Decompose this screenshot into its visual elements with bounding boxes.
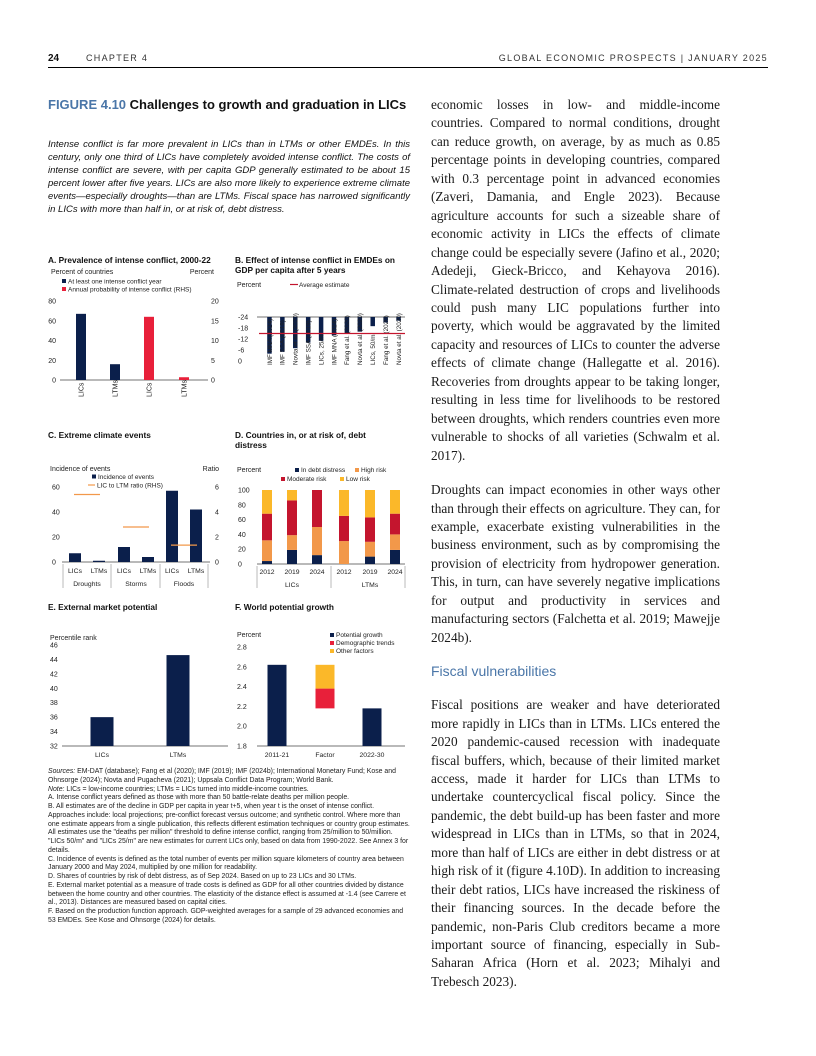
bar-segment (287, 535, 297, 550)
bar-segment (365, 557, 375, 564)
y-tick-label: -24 (238, 314, 249, 322)
bar (110, 364, 120, 380)
note-c: C. Incidence of events is defined as the total number of events per million square kilometers of country area between January 2000 and May 2024, multiplied by one million for readability. (48, 855, 404, 872)
x-tick-label: 2012 (259, 569, 275, 576)
y-tick-label: 0 (238, 358, 242, 366)
x-tick-label: LTMs (90, 568, 108, 575)
legend-label: High risk (361, 467, 387, 474)
bar (166, 491, 178, 562)
panel-f (235, 602, 415, 762)
panel-a-title: A. Prevalence of intense conflict, 2000-22 (48, 255, 211, 265)
y-tick-label: 44 (50, 656, 58, 664)
y-tick-label-right: 20 (211, 298, 219, 306)
bar-segment (262, 490, 272, 514)
y-axis-label-left: Incidence of events (50, 466, 111, 473)
y-tick-label-right: 15 (211, 318, 219, 326)
bar (167, 655, 190, 746)
bar-segment (390, 490, 400, 514)
x-tick-label: LTMs (169, 752, 187, 757)
bar-segment (262, 540, 272, 561)
x-tick-label: IMF MNA (2024) (266, 318, 274, 365)
legend-swatch-red (62, 287, 66, 291)
y-tick-label-right: 5 (211, 357, 215, 365)
y-tick-label: 38 (50, 700, 58, 708)
x-tick-label: LICs (95, 752, 109, 757)
x-tick-label: LICs, 50/m (370, 334, 378, 365)
chart-a (48, 265, 228, 400)
panel-c-title: C. Extreme climate events (48, 430, 151, 440)
figure-title-text: Challenges to growth and graduation in LICs (129, 97, 407, 112)
group-label: LTMs (361, 582, 379, 589)
bar (370, 317, 375, 326)
x-tick-label: Fang et al. (2020) (344, 315, 352, 365)
y-axis-label: Percent (237, 467, 262, 474)
y-tick-label: 32 (50, 743, 58, 751)
bar-segment-other (316, 665, 335, 689)
y-tick-label: 100 (238, 487, 250, 495)
chart-b (235, 275, 415, 410)
x-tick-label: LTMs (112, 380, 120, 397)
bar (76, 314, 86, 380)
panel-d-title: D. Countries in, or at risk of, debt distress (235, 430, 366, 450)
chart-f (235, 612, 415, 757)
body-paragraph-3: Fiscal positions are weaker and have deteriorated more rapidly in LICs than in LTMs. LICs entered the 2020 pandemic-caused recession with inadequate fiscal buffers, which, because of their limited market access, made it harder for LICs than LTMs to undertake countercyclical fiscal policy. Since the pandemic, the debt build-up has been faster and more widespread in LICs than in LTMs, so that in 2024, more than half of LICs are either in debt distress or at high risk of it (figure 4.10D). In addition to increasing their debt ratios, LICs have increased the riskiness of their financing sources. In the decade before the pandemic, non-Paris Club creditors became a more important source of financing, especially in Sub-Saharan Africa (Horn et al. 2023; Mihalyi and Trebesch 2023). (431, 697, 720, 989)
legend-swatch (330, 641, 334, 645)
x-tick-label: LTMs (139, 568, 157, 575)
y-axis-label-right: Ratio (202, 466, 219, 473)
legend-swatch-navy (92, 475, 96, 479)
x-tick-label: 2022-30 (359, 752, 385, 757)
bar-segment (287, 500, 297, 535)
body-paragraph-1: economic losses in low- and middle-income countries. Compared to normal conditions, drought can reduce growth, on average, by as much as 0.85 percentage points in developing countries, compared with 0.3 percentage point in advanced economies (Zaveri, Damania, and Engle 2023). Because agriculture accounts for such a sizeable share of economic activity in LICs the effects of climate change could be especially severe (Jafino et al., 2020; Adedeji, Gieck-Bricco, and Kehayova 2016). Climate-related destruction of crops and livelihoods could push many LIC populations further into poverty, which would be aggravated by the limited capacity and resources of LICs to counter the adverse effects of climate change (Hallegatte et al. 2016). Recoveries from droughts appear to be taking longer, resulting in less time for livelihoods to be restored between droughts, which renders countries even more vulnerable to shocks of all varieties (Schwalm et al. 2017). (431, 97, 720, 463)
body-column (431, 96, 720, 991)
legend-swatch (355, 468, 359, 472)
legend-label: Annual probability of intense conflict (RHS) (68, 286, 192, 294)
y-tick-label: 42 (50, 671, 58, 679)
group-label: LICs (285, 582, 299, 589)
y-tick-label: 2.8 (237, 644, 247, 652)
x-tick-label: IMF SSA (2019) (305, 320, 313, 365)
legend-label: Potential growth (336, 632, 383, 639)
legend-label: At least one intense conflict year (68, 278, 162, 286)
bar-segment (262, 561, 272, 564)
bar-segment (365, 542, 375, 557)
note-b: B. All estimates are of the decline in GDP per capita in year t+5, when year t is the onset of intense conflict. Approaches include: local projections; pre-conflict forecast versus outcome; and synthetic control. Where more than one estimate appears from a single publication, this reflects different estimation techniques or country group estimates. All estimates use the "deaths per million" threshold to define intense conflict, ranging from 25/million to 50/million. "LICs 50/m" and "LICs 25/m" are new estimates for current LICs only, based on data from 1990-2022. See Annex 3 for details. (48, 803, 410, 854)
x-tick-label: LICs (78, 382, 86, 397)
x-tick-label: LICs (146, 382, 154, 397)
x-tick-label: 2012 (336, 569, 352, 576)
bar (69, 553, 81, 562)
bar-segment (390, 534, 400, 550)
bar (190, 510, 202, 563)
note-d: D. Shares of countries by risk of debt distress, as of Sep 2024. Based on up to 23 LICs and 30 LTMs. (48, 873, 357, 880)
panel-a (48, 255, 228, 405)
y-tick-label: 2.2 (237, 703, 247, 711)
x-tick-label: Novta et al. (2020) (357, 313, 365, 365)
bar (142, 557, 154, 562)
legend-swatch-navy (62, 279, 66, 283)
bar (179, 377, 189, 380)
y-tick-label-right: 10 (211, 338, 219, 345)
bar (118, 547, 130, 562)
bar-segment (339, 490, 349, 516)
legend-swatch (330, 633, 334, 637)
publication-title: GLOBAL ECONOMIC PROSPECTS | JANUARY 2025 (498, 53, 768, 63)
note-e: E. External market potential as a measure of trade costs is defined as GDP for all other countries divided by distance between the home country and other countries. The elasticity of the distance effect is assumed at -1.4 (see Carrere et al., 2013). Distances are measured based on capital cities. (48, 881, 406, 907)
y-tick-label-right: 6 (215, 484, 219, 492)
bar-segment (365, 490, 375, 517)
page-number: 24 (48, 53, 60, 64)
figure-subtitle: Intense conflict is far more prevalent in LICs than in LTMs or other EMDEs. In this century, only one third of LICs have completely avoided intense conflict. The costs of intense conflict are severe, with per capita GDP generally estimated to be about 15 percent lower after five years. LICs are also more likely to experience extreme climate events—especially droughts—than are LTMs. Fiscal space has narrowed significantly in LICs with more than half in, or at risk of, debt distress. (48, 139, 410, 216)
legend-label: Other factors (336, 648, 374, 655)
y-axis-label-right: Percent (189, 269, 214, 276)
y-tick-label-right: 0 (215, 559, 219, 567)
bar (363, 708, 382, 746)
y-tick-label: 80 (238, 502, 246, 510)
x-tick-label: 2019 (284, 569, 300, 576)
panel-d (235, 430, 415, 595)
chart-c (48, 440, 228, 590)
legend-swatch (281, 477, 285, 481)
x-tick-label: LICs (117, 568, 131, 575)
y-tick-label: 36 (50, 714, 58, 722)
y-tick-label: 2.0 (237, 723, 247, 731)
y-tick-label: -12 (238, 336, 249, 344)
legend-label: In debt distress (301, 467, 346, 474)
x-tick-label: 2011-21 (264, 752, 290, 757)
bar-segment (287, 490, 297, 500)
note-text: LICs = low-income countries; LTMs = LICs turned into middle-income countries. (66, 785, 309, 793)
y-tick-label-left: 80 (48, 298, 56, 306)
x-tick-label: LICs (68, 568, 82, 575)
figure-notes (48, 768, 410, 926)
y-tick-label: 20 (238, 546, 246, 554)
group-label: Storms (125, 581, 147, 588)
y-tick-label-right: 4 (215, 509, 219, 517)
x-tick-label: Novta et al. (2020) (292, 313, 300, 365)
x-tick-label: IMF SSA (2019) (279, 320, 287, 365)
legend-label: Incidence of events (98, 474, 155, 481)
bar (93, 561, 105, 562)
bar-segment (339, 541, 349, 564)
bar-segment (262, 514, 272, 541)
y-tick-label-left: 40 (52, 509, 60, 517)
legend-label: Demographic trends (336, 640, 395, 647)
panel-e (48, 602, 228, 762)
bar-segment (312, 490, 322, 527)
bar-segment (287, 550, 297, 564)
x-tick-label: LTMs (187, 568, 205, 575)
x-tick-label: IMF MNA (2024) (331, 318, 339, 365)
x-tick-label: Novta et al. (2020) (395, 313, 403, 365)
y-axis-label: Percent (237, 282, 262, 289)
body-paragraph-2: Droughts can impact economies in other ways other than through their effects on agriculture. They can, for example, exacerbate existing vulnerabilities in the business environment, such as by compromising the provision of electricity from hydropower generation. This, in turn, can have severely negative implications for output and productivity in services and manufacturing sectors (Falchetta et al. 2019; Mawejje 2024b). (431, 482, 720, 645)
group-label: Floods (173, 581, 195, 588)
y-tick-label: -18 (238, 325, 249, 333)
y-axis-label: Percentile rank (50, 635, 97, 642)
y-tick-label: 34 (50, 729, 58, 737)
y-tick-label-right: 0 (211, 377, 215, 385)
x-tick-label: Fang et al. (2020) (382, 315, 390, 365)
y-axis-label: Percent (237, 632, 262, 639)
legend-label: LIC to LTM ratio (RHS) (97, 482, 163, 490)
x-tick-label: 2024 (309, 569, 325, 576)
bar-segment (365, 517, 375, 541)
bar-segment-demographic (316, 689, 335, 709)
bar-segment (390, 550, 400, 564)
bar (268, 665, 287, 746)
bar (91, 717, 114, 746)
x-tick-label: Factor (315, 752, 335, 757)
legend-swatch (340, 477, 344, 481)
y-tick-label: -6 (238, 347, 245, 355)
y-tick-label-left: 20 (48, 357, 56, 365)
group-label: Droughts (73, 581, 101, 588)
chart-d (235, 450, 415, 590)
sources-text: EM-DAT (database); Fang et al (2020); IMF (2019); IMF (2024b); International Monetary Fund; Kose and Ohnsorge (2024); Novta and Pugacheva (2021); Uppsala Conflict Data Program; World Bank. (48, 768, 396, 784)
y-tick-label: 60 (238, 517, 246, 525)
legend-swatch (295, 468, 299, 472)
y-axis-label-left: Percent of countries (51, 269, 114, 276)
legend-swatch (330, 649, 334, 653)
x-tick-label: LTMs (181, 380, 189, 397)
x-tick-label: 2024 (387, 569, 403, 576)
y-tick-label-left: 0 (52, 377, 56, 385)
y-tick-label: 2.4 (237, 684, 247, 692)
legend-label: Moderate risk (287, 476, 327, 483)
bar-segment (339, 516, 349, 541)
y-tick-label-left: 60 (52, 484, 60, 492)
bar-segment (312, 527, 322, 555)
panel-b-title: B. Effect of intense conflict in EMDEs on GDP per capita after 5 years (235, 255, 395, 275)
bar-segment (312, 555, 322, 564)
note-a: A. Intense conflict years defined as those with more than 50 battle-relate deaths per million people. (48, 794, 350, 802)
panel-c (48, 430, 228, 595)
y-tick-label-left: 60 (48, 318, 56, 326)
y-tick-label-left: 20 (52, 534, 60, 542)
sources-label: Sources: (48, 768, 76, 775)
x-tick-label: LICs (165, 568, 179, 575)
legend-label: Low risk (346, 476, 370, 483)
y-tick-label-left: 40 (48, 338, 56, 345)
legend-label: Average estimate (299, 282, 350, 289)
y-tick-label-right: 2 (215, 534, 219, 542)
x-tick-label: LICs, 25/m (318, 334, 326, 365)
y-tick-label: 46 (50, 642, 58, 650)
panel-e-title: E. External market potential (48, 602, 158, 612)
figure-title (48, 97, 408, 113)
chart-e (48, 612, 228, 757)
y-tick-label-left: 0 (52, 559, 56, 567)
y-tick-label: 1.8 (237, 743, 247, 751)
bar (144, 317, 154, 380)
y-tick-label: 0 (238, 561, 242, 569)
note-label: Note: (48, 785, 65, 793)
panel-f-title: F. World potential growth (235, 602, 334, 612)
x-tick-label: 2019 (362, 569, 378, 576)
note-f: F. Based on the production function approach. GDP-weighted averages for a sample of 29 advanced economies and 53 EMDEs. See Kose and Ohnsorge (2024) for details. (48, 908, 404, 924)
y-tick-label: 40 (238, 531, 246, 539)
y-tick-label: 2.6 (237, 664, 247, 672)
section-heading: Fiscal vulnerabilities (431, 663, 557, 680)
figure-label: FIGURE 4.10 (48, 97, 127, 112)
y-tick-label: 40 (50, 685, 58, 693)
header-rule (48, 67, 768, 68)
panel-b (235, 255, 415, 415)
chapter-label: CHAPTER 4 (86, 53, 149, 63)
bar-segment (390, 514, 400, 535)
